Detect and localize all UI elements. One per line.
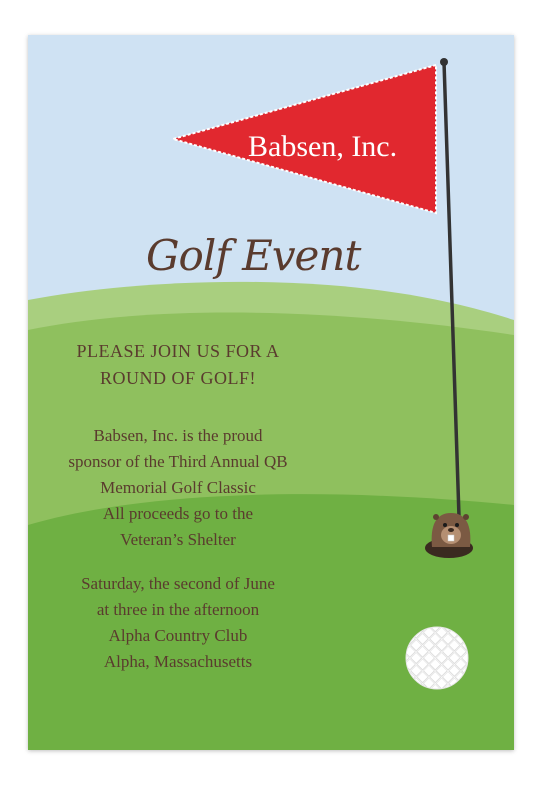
detail-line: at three in the afternoon [96,600,260,619]
body-line: Veteran’s Shelter [120,530,236,549]
invitation-body [28,423,328,553]
flag-label: Babsen, Inc. [248,130,398,163]
invitation-heading [28,338,328,392]
heading-line: PLEASE JOIN US FOR A [76,341,280,361]
invitation-card [28,35,514,750]
event-details [28,571,328,675]
body-line: sponsor of the Third Annual QB [68,452,288,471]
detail-line: Alpha Country Club [108,626,248,645]
golf-ball-icon [406,627,468,689]
heading-line: ROUND OF GOLF! [99,368,256,388]
body-line: Babsen, Inc. is the proud [93,426,263,445]
detail-line: Saturday, the second of June [81,574,275,593]
detail-line: Alpha, Massachusetts [103,652,253,671]
event-title: Golf Event [146,231,361,280]
pole-top [440,58,448,66]
body-line: All proceeds go to the [102,504,254,523]
body-line: Memorial Golf Classic [100,478,256,497]
